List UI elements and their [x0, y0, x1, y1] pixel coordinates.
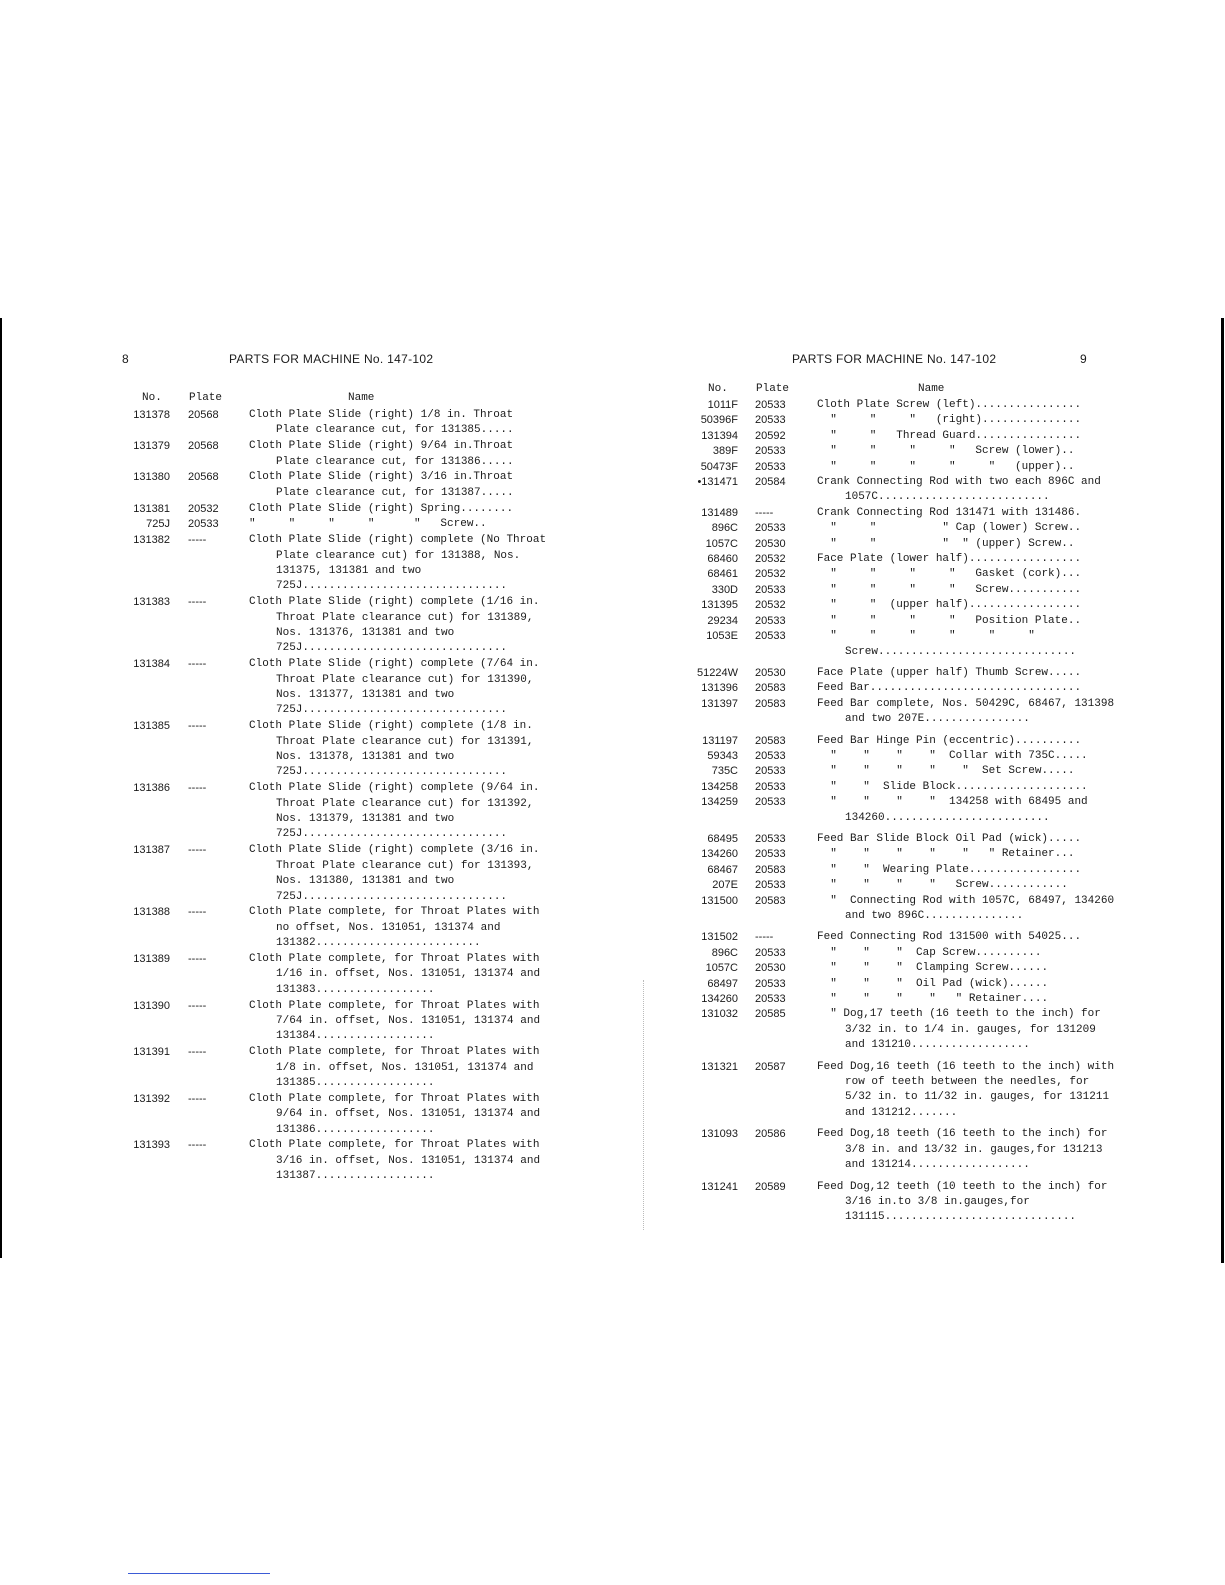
parts-row — [612, 878, 1225, 893]
part-name: Cloth Plate Slide (right) complete (1/8 in. Throat Plate clearance cut) for 131391, Nos. 131378, 131381 and two 725J............................... — [249, 720, 541, 779]
parts-row — [612, 961, 1225, 976]
plate-number: ----- — [188, 534, 207, 547]
part-number: 68460 — [707, 553, 738, 566]
part-name: Feed Bar Slide Block Oil Pad (wick)..... — [817, 832, 1082, 845]
part-number: 896C — [711, 522, 738, 535]
parts-row — [612, 1127, 1225, 1173]
plate-number: 20589 — [755, 1180, 786, 1193]
part-name: Cloth Plate Slide (right) Spring........ — [249, 502, 514, 515]
page-number: 8 — [122, 352, 129, 366]
plate-number: 20533 — [755, 445, 786, 458]
part-number: 134260 — [701, 848, 738, 861]
footer-line — [128, 1573, 270, 1574]
parts-row — [0, 843, 612, 905]
part-name: " " " Cap Screw.......... — [817, 946, 1042, 959]
plate-number: 20532 — [755, 568, 786, 581]
parts-row — [612, 429, 1225, 444]
parts-row — [612, 930, 1225, 945]
page-number: 9 — [1080, 352, 1087, 366]
plate-number: ----- — [188, 782, 207, 795]
part-number: 131382 — [133, 534, 170, 547]
part-number: 725J — [146, 518, 170, 531]
part-name: " " " " Gasket (cork)... — [817, 568, 1082, 581]
parts-row — [0, 999, 612, 1045]
parts-row — [612, 681, 1225, 696]
parts-row — [612, 946, 1225, 961]
parts-row — [0, 439, 612, 470]
parts-row — [0, 533, 612, 595]
plate-number: 20533 — [755, 796, 786, 809]
plate-number: ----- — [188, 1139, 207, 1152]
part-number: 389F — [712, 445, 738, 458]
plate-number: 20533 — [188, 518, 219, 531]
part-name: " " " (right)............... — [817, 414, 1082, 427]
plate-number: 20530 — [755, 666, 786, 679]
part-number: 68495 — [707, 832, 738, 845]
parts-row — [0, 408, 612, 439]
part-name: Crank Connecting Rod with two each 896C and 1057C.......................... — [817, 476, 1108, 504]
header-name: Name — [348, 392, 375, 404]
parts-row — [612, 521, 1225, 536]
part-number: 59343 — [707, 749, 738, 762]
part-number: 131392 — [133, 1092, 170, 1105]
parts-row — [612, 894, 1225, 925]
parts-row — [0, 1138, 612, 1184]
part-number: 1057C — [705, 537, 738, 550]
part-number: 1057C — [705, 962, 738, 975]
part-name: " " " " Screw (lower).. — [817, 445, 1075, 458]
plate-number: 20533 — [755, 399, 786, 411]
part-name: " " " " 134258 with 68495 and 134260......................... — [817, 796, 1095, 824]
plate-number: 20533 — [755, 522, 786, 535]
part-name: " " " " " Screw.. — [249, 518, 487, 531]
parts-row — [0, 657, 612, 719]
part-name: Cloth Plate Slide (right) complete (3/16 in. Throat Plate clearance cut) for 131393, Nos. 131380, 131381 and two 725J............................... — [249, 844, 547, 903]
plate-number: 20568 — [188, 440, 219, 453]
part-number: 50473F — [700, 460, 738, 473]
part-number: 131241 — [701, 1180, 738, 1193]
part-name: Cloth Plate Slide (right) complete (1/16 in. Throat Plate clearance cut) for 131389, Nos. 131376, 131381 and two 725J............................... — [249, 596, 547, 655]
part-number: 131387 — [133, 844, 170, 857]
part-number: 68461 — [707, 568, 738, 581]
plate-number: ----- — [188, 906, 207, 919]
part-name: " " " " " " Screw.............................. — [817, 630, 1077, 658]
part-number: 68467 — [707, 863, 738, 876]
parts-row — [0, 470, 612, 501]
part-number: 134259 — [701, 796, 738, 809]
plate-number: ----- — [188, 844, 207, 857]
part-name: Cloth Plate complete, for Throat Plates with 9/64 in. offset, Nos. 131051, 131374 and 131386.................. — [249, 1092, 547, 1136]
part-name: Cloth Plate complete, for Throat Plates with 1/16 in. offset, Nos. 131051, 131374 and 131383.................. — [249, 952, 547, 996]
part-name: " " " " Position Plate.. — [817, 614, 1082, 627]
parts-row — [612, 444, 1225, 459]
part-name: " " " Cap (lower) Screw.. — [817, 522, 1082, 535]
part-number: 131389 — [133, 952, 170, 965]
part-name: Feed Dog,18 teeth (16 teeth to the inch) for 3/8 in. and 13/32 in. gauges,for 131213 and 131214.................. — [817, 1128, 1115, 1172]
part-number: 131394 — [701, 429, 738, 442]
plate-number: 20585 — [755, 1008, 786, 1021]
parts-row — [612, 567, 1225, 582]
part-name: Cloth Plate Slide (right) complete (9/64 in. Throat Plate clearance cut) for 131392, Nos. 131379, 131381 and two 725J............................... — [249, 782, 547, 841]
plate-number: ----- — [188, 952, 207, 965]
plate-number: 20592 — [755, 429, 786, 442]
plate-number: 20533 — [755, 614, 786, 627]
parts-list — [0, 408, 612, 1185]
part-number: 330D — [711, 583, 738, 596]
part-number: 1011F — [707, 399, 738, 411]
parts-row — [612, 977, 1225, 992]
part-number: 134260 — [701, 993, 738, 1006]
plate-number: 20533 — [755, 460, 786, 473]
parts-row — [612, 780, 1225, 795]
part-name: Face Plate (lower half)................. — [817, 553, 1082, 566]
parts-row — [612, 832, 1225, 847]
plate-number: ----- — [755, 506, 774, 519]
part-number: 131397 — [701, 697, 738, 710]
part-name: Cloth Plate Slide (right) 1/8 in. Throat Plate clearance cut, for 131385..... — [249, 409, 520, 437]
plate-number: ----- — [188, 1092, 207, 1105]
part-number: 131395 — [701, 599, 738, 612]
plate-number: 20583 — [755, 894, 786, 907]
part-number: 131396 — [701, 682, 738, 695]
parts-row — [612, 992, 1225, 1007]
part-number: 735C — [711, 765, 738, 778]
part-name: " Connecting Rod with 1057C, 68497, 134260 and two 896C............... — [817, 894, 1121, 922]
part-number: 51224W — [697, 666, 738, 679]
part-name: " " " " " " Retainer... — [817, 848, 1075, 861]
part-name: Cloth Plate Slide (right) complete (No Throat Plate clearance cut) for 131388, Nos. 131375, 131381 and two 725J............................... — [249, 534, 553, 593]
part-number: 1053E — [706, 630, 738, 643]
parts-row — [612, 666, 1225, 681]
plate-number: 20568 — [188, 471, 219, 484]
parts-row — [612, 697, 1225, 728]
parts-row — [612, 398, 1225, 413]
part-number: 131393 — [133, 1139, 170, 1152]
parts-row — [612, 552, 1225, 567]
part-number: 207E — [712, 879, 738, 892]
part-number: 131093 — [701, 1128, 738, 1141]
plate-number: ----- — [188, 658, 207, 671]
running-head: PARTS FOR MACHINE No. 147-102 — [792, 352, 997, 366]
plate-number: 20533 — [755, 946, 786, 959]
part-name: Feed Dog,12 teeth (10 teeth to the inch) for 3/16 in.to 3/8 in.gauges,for 131115............................. — [817, 1180, 1115, 1224]
part-number: •131471 — [697, 476, 738, 489]
parts-row — [612, 1180, 1225, 1226]
part-name: Cloth Plate Slide (right) 3/16 in.Throat Plate clearance cut, for 131387..... — [249, 471, 520, 499]
plate-number: ----- — [188, 720, 207, 733]
parts-row — [612, 795, 1225, 826]
plate-number: 20533 — [755, 848, 786, 861]
header-name: Name — [918, 383, 945, 395]
part-name: " " " " Collar with 735C..... — [817, 749, 1088, 762]
part-number: 50396F — [700, 414, 738, 427]
parts-row — [612, 583, 1225, 598]
part-number: 131321 — [701, 1060, 738, 1073]
parts-row — [612, 614, 1225, 629]
part-number: 131032 — [701, 1008, 738, 1021]
parts-row — [612, 863, 1225, 878]
plate-number: 20533 — [755, 630, 786, 643]
part-number: 131500 — [701, 894, 738, 907]
plate-number: 20583 — [755, 863, 786, 876]
part-name: Crank Connecting Rod 131471 with 131486. — [817, 506, 1082, 519]
parts-row — [612, 1060, 1225, 1122]
part-number: 131379 — [133, 440, 170, 453]
parts-row — [0, 719, 612, 781]
part-name: " " " " " Retainer.... — [817, 993, 1049, 1006]
parts-row — [0, 502, 612, 517]
part-name: Face Plate (upper half) Thumb Screw..... — [817, 666, 1082, 679]
plate-number: 20568 — [188, 409, 219, 421]
plate-number: 20583 — [755, 734, 786, 747]
plate-number: ----- — [188, 1046, 207, 1059]
part-name: " Dog,17 teeth (16 teeth to the inch) for 3/32 in. to 1/4 in. gauges, for 131209 and 131210.................. — [817, 1008, 1108, 1052]
part-number: 131380 — [133, 471, 170, 484]
plate-number: 20532 — [188, 502, 219, 515]
parts-row — [612, 1007, 1225, 1053]
plate-number: 20530 — [755, 537, 786, 550]
parts-row — [612, 764, 1225, 779]
part-name: Cloth Plate complete, for Throat Plates with 3/16 in. offset, Nos. 131051, 131374 and 131387.................. — [249, 1139, 547, 1183]
plate-number: 20586 — [755, 1128, 786, 1141]
plate-number: 20533 — [755, 879, 786, 892]
part-name: Feed Bar complete, Nos. 50429C, 68467, 131398 and two 207E................ — [817, 697, 1121, 726]
plate-number: 20533 — [755, 977, 786, 990]
part-number: 131385 — [133, 720, 170, 733]
part-number: 131390 — [133, 999, 170, 1012]
plate-number: ----- — [188, 596, 207, 609]
plate-number: 20530 — [755, 962, 786, 975]
plate-number: 20533 — [755, 780, 786, 793]
part-number: 131378 — [133, 409, 170, 421]
part-name: " " " " (upper) Screw.. — [817, 537, 1075, 550]
part-number: 131388 — [133, 906, 170, 919]
parts-row — [0, 595, 612, 657]
part-name: Cloth Plate complete, for Throat Plates with 1/8 in. offset, Nos. 131051, 131374 and 131385.................. — [249, 1046, 547, 1089]
part-name: " " (upper half)................. — [817, 599, 1082, 612]
part-name: " " Slide Block.................... — [817, 780, 1088, 793]
plate-number: 20583 — [755, 682, 786, 695]
part-number: 68497 — [707, 977, 738, 990]
part-number: 131383 — [133, 596, 170, 609]
parts-row — [612, 537, 1225, 552]
part-name: Feed Dog,16 teeth (16 teeth to the inch) with row of teeth between the needles, for 5/32 in. to 11/32 in. gauges, for 131211 and 131212....... — [817, 1060, 1121, 1119]
part-number: 896C — [711, 946, 738, 959]
part-name: Cloth Plate Screw (left)................ — [817, 399, 1082, 411]
parts-row — [0, 952, 612, 998]
header-no: No. — [708, 383, 728, 395]
header-plate: Plate — [189, 392, 223, 404]
plate-number: 20532 — [755, 599, 786, 612]
parts-row — [612, 460, 1225, 475]
parts-row — [0, 781, 612, 843]
plate-number: 20533 — [755, 832, 786, 845]
parts-list — [612, 398, 1225, 1226]
part-name: Cloth Plate Slide (right) complete (7/64 in. Throat Plate clearance cut) for 131390, Nos. 131377, 131381 and two 725J............................... — [249, 658, 547, 717]
part-name: Feed Connecting Rod 131500 with 54025... — [817, 931, 1082, 944]
part-name: Cloth Plate Slide (right) 9/64 in.Throat Plate clearance cut, for 131386..... — [249, 440, 520, 468]
part-name: Feed Bar Hinge Pin (eccentric).......... — [817, 734, 1082, 747]
part-name: " " " Clamping Screw...... — [817, 962, 1049, 975]
part-name: " " Thread Guard................ — [817, 429, 1082, 442]
plate-number: 20533 — [755, 749, 786, 762]
part-name: " " " Oil Pad (wick)...... — [817, 977, 1049, 990]
parts-row — [612, 506, 1225, 521]
part-number: 29234 — [707, 614, 738, 627]
part-name: " " Wearing Plate................. — [817, 863, 1082, 876]
parts-row — [612, 413, 1225, 428]
part-name: " " " " Screw........... — [817, 583, 1082, 596]
parts-row — [0, 1045, 612, 1091]
plate-number: 20532 — [755, 553, 786, 566]
header-no: No. — [142, 392, 162, 404]
part-name: " " " " " Set Screw..... — [817, 765, 1075, 778]
header-plate: Plate — [756, 383, 790, 395]
parts-row — [612, 475, 1225, 506]
plate-number: 20533 — [755, 414, 786, 427]
running-head: PARTS FOR MACHINE No. 147-102 — [229, 352, 434, 366]
plate-number: ----- — [188, 999, 207, 1012]
part-number: 131386 — [133, 782, 170, 795]
parts-row — [0, 905, 612, 951]
part-number: 131381 — [133, 502, 170, 515]
plate-number: 20533 — [755, 765, 786, 778]
plate-number: ----- — [755, 931, 774, 944]
plate-number: 20584 — [755, 476, 786, 489]
plate-number: 20583 — [755, 697, 786, 710]
parts-row — [612, 749, 1225, 764]
part-name: Cloth Plate complete, for Throat Plates with no offset, Nos. 131051, 131374 and 131382......................... — [249, 906, 547, 950]
parts-row — [612, 629, 1225, 660]
part-number: 131391 — [133, 1046, 170, 1059]
part-name: Feed Bar................................ — [817, 682, 1082, 695]
part-number: 131197 — [702, 734, 738, 747]
plate-number: 20587 — [755, 1060, 786, 1073]
part-name: Cloth Plate complete, for Throat Plates with 7/64 in. offset, Nos. 131051, 131374 and 131384.................. — [249, 999, 547, 1043]
parts-row — [612, 847, 1225, 862]
parts-row — [0, 1092, 612, 1138]
part-number: 131489 — [701, 506, 738, 519]
plate-number: 20533 — [755, 993, 786, 1006]
parts-row — [0, 517, 612, 532]
plate-number: 20533 — [755, 583, 786, 596]
part-number: 131502 — [701, 931, 738, 944]
part-number: 134258 — [701, 780, 738, 793]
part-name: " " " " " (upper).. — [817, 460, 1075, 473]
part-number: 131384 — [133, 658, 170, 671]
part-name: " " " " Screw............ — [817, 879, 1068, 892]
parts-row — [612, 598, 1225, 613]
parts-row — [612, 734, 1225, 749]
